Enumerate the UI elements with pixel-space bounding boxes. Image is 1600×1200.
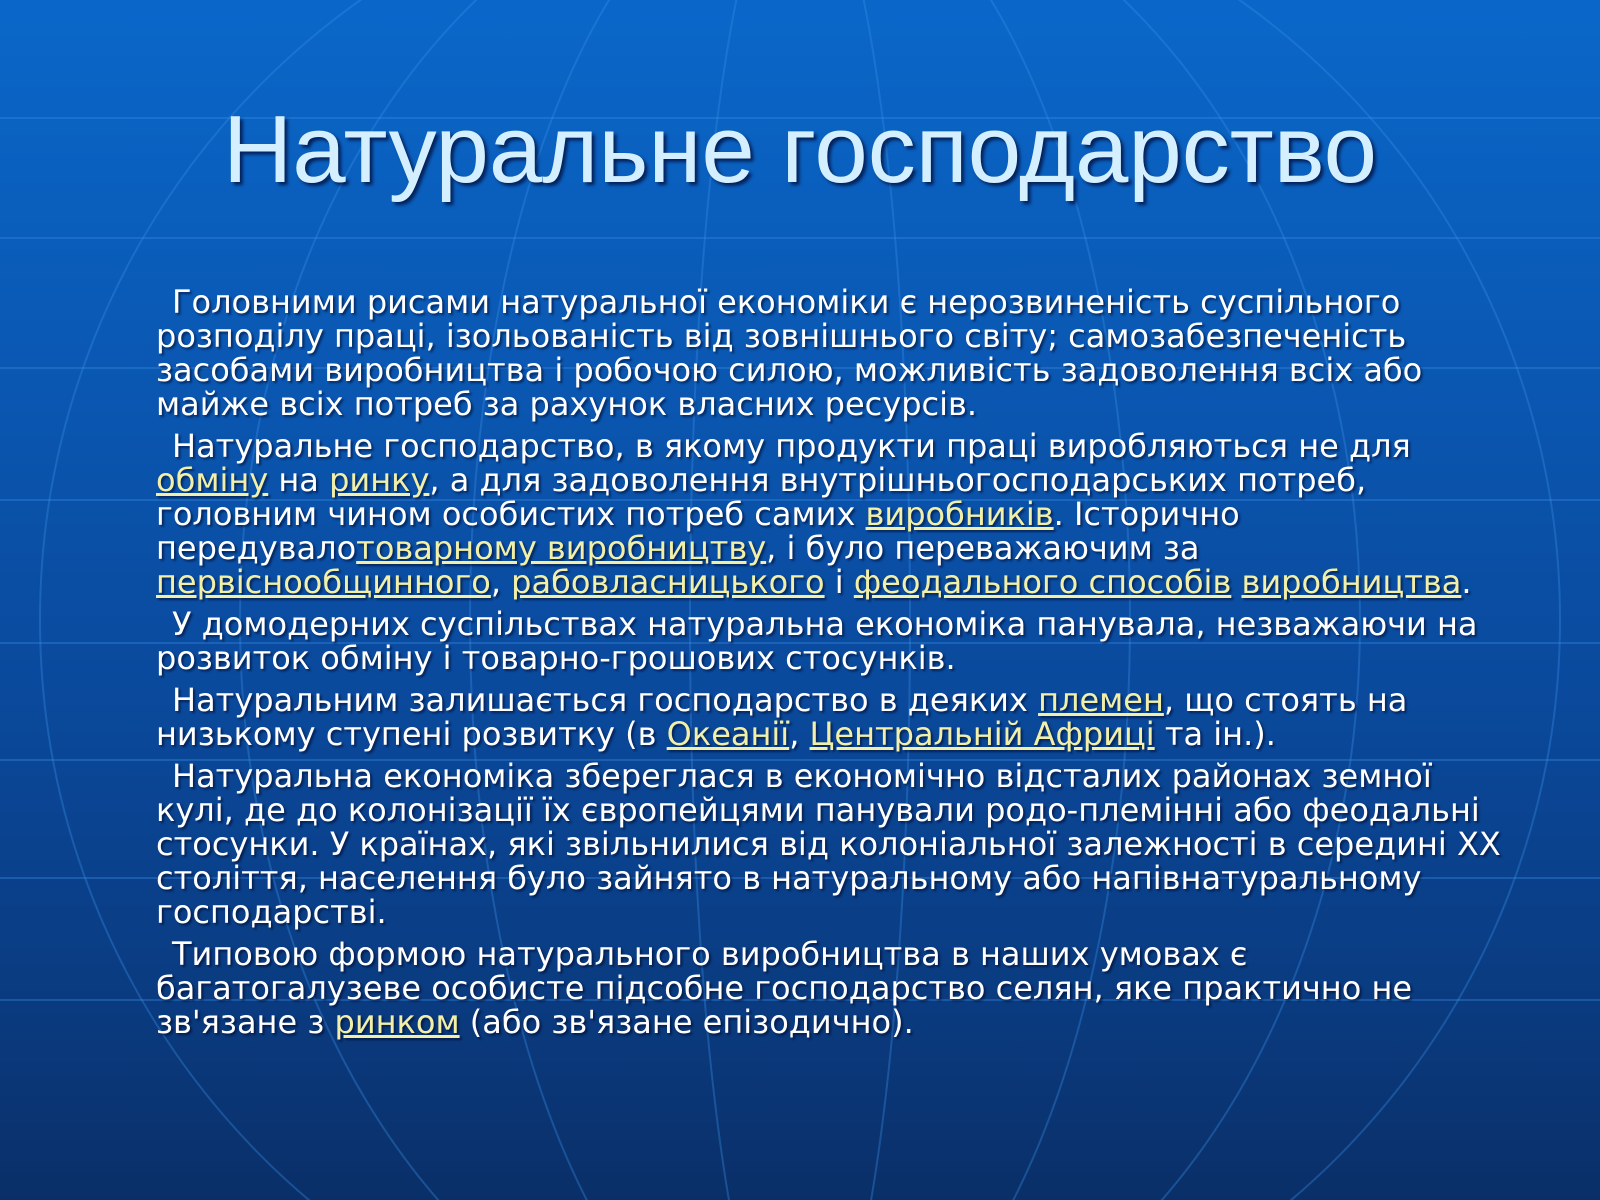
paragraph-text: на [268, 461, 330, 499]
paragraph-text: , [490, 563, 512, 601]
body-paragraph [156, 429, 1506, 599]
paragraph-text: і [824, 563, 854, 601]
hyperlink[interactable]: товарному виробництву [356, 529, 767, 567]
paragraph-text: , а для задоволення внутрішньогосподарських потреб, головним чином особистих потреб самих [156, 461, 1367, 533]
paragraph-text: , [789, 715, 810, 753]
body-paragraph [156, 937, 1506, 1039]
paragraph-text: (або зв'язане епізодично). [459, 1003, 914, 1041]
hyperlink[interactable]: Океанії [666, 715, 790, 753]
hyperlink[interactable]: феодального способів [853, 563, 1232, 601]
hyperlink[interactable]: виробників [865, 495, 1054, 533]
paragraph-text: Натуральна економіка збереглася в економічно відсталих районах земної кулі, де до колонізації їх європейцями панували родо-племінні або феодальні стосунки. У країнах, які звільнилися від колоніальної залежності в середині XX століття, населення було зайнято в натуральному або напівнатуральному господарстві. [156, 757, 1501, 931]
paragraph-text: , і було переважаючим за [766, 529, 1200, 567]
hyperlink[interactable]: племен [1038, 681, 1164, 719]
paragraph-text: Типовою формою натурального виробництва в наших умовах є багатогалузеве особисте підсобне господарство селян, яке практично не зв'язане з [156, 935, 1413, 1041]
hyperlink[interactable]: обміну [156, 461, 269, 499]
paragraph-text: . [1461, 563, 1472, 601]
paragraph-text: Головними рисами натуральної економіки є нерозвиненість суспільного розподілу праці, ізольованість від зовнішнього світу; самозабезпеченість засобами виробництва і робочою силою, можливість задоволення всіх або майже всіх потреб за рахунок власних ресурсів. [156, 283, 1423, 423]
paragraph-text: . Історично передувало [156, 495, 1240, 567]
hyperlink[interactable]: ринком [334, 1003, 460, 1041]
paragraph-text: Натуральним залишається господарство в деяких [172, 681, 1039, 719]
hyperlink[interactable]: ринку [329, 461, 430, 499]
paragraph-text [1231, 563, 1241, 601]
hyperlink[interactable]: виробництва [1241, 563, 1462, 601]
slide-title: Натуральне господарство [222, 96, 1378, 203]
paragraph-text: та ін.). [1154, 715, 1276, 753]
body-paragraph [156, 607, 1506, 675]
body-paragraph [156, 759, 1506, 929]
body-paragraph [156, 285, 1506, 421]
hyperlink[interactable]: Центральній Африці [809, 715, 1155, 753]
hyperlink[interactable]: рабовласницького [511, 563, 825, 601]
body-paragraph [156, 683, 1506, 751]
hyperlink[interactable]: первіснообщинного [156, 563, 491, 601]
slide-body [156, 285, 1506, 1047]
paragraph-text: Натуральне господарство, в якому продукти праці виробляються не для [172, 427, 1411, 465]
paragraph-text: У домодерних суспільствах натуральна економіка панувала, незважаючи на розвиток обміну і товарно-грошових стосунків. [156, 605, 1478, 677]
paragraph-text: , що стоять на низькому ступені розвитку (в [156, 681, 1408, 753]
